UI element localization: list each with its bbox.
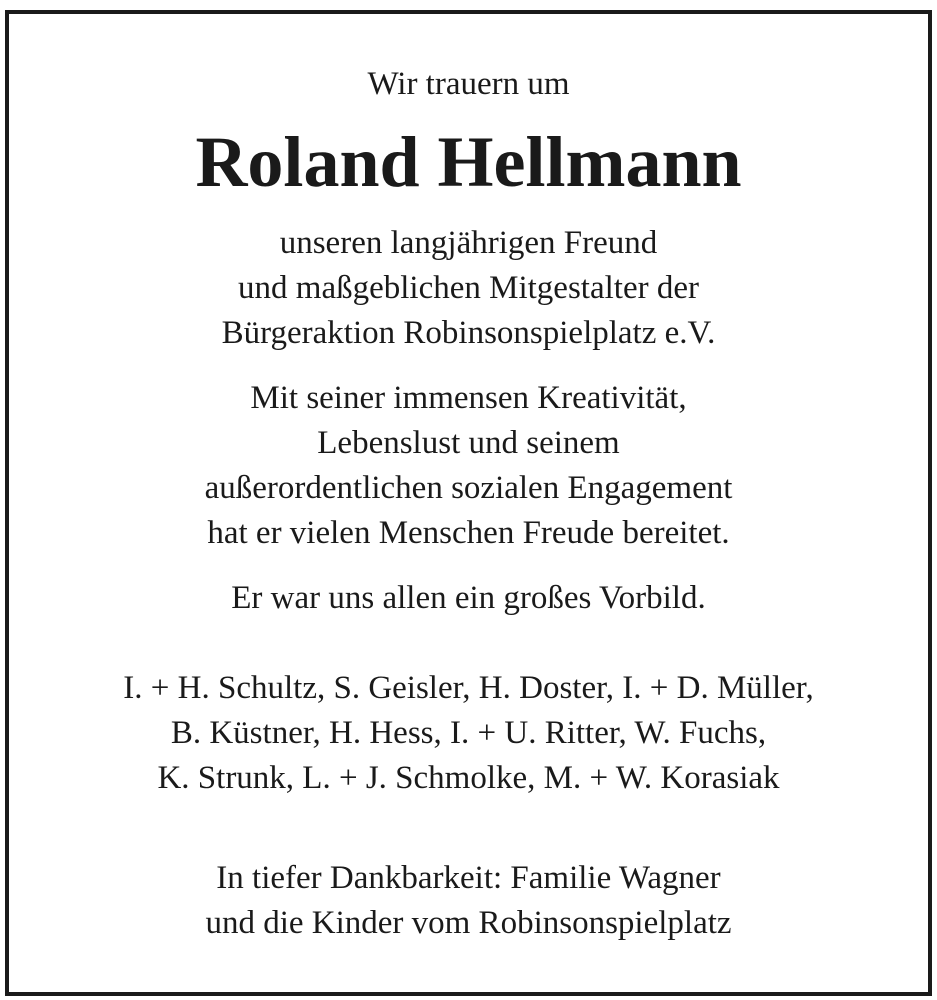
gratitude-line: und die Kinder vom Robinsonspielplatz xyxy=(205,905,732,941)
relation-line: unseren langjährigen Freund xyxy=(279,225,658,261)
deceased-name: Roland Hellmann xyxy=(195,122,742,202)
tribute-line: Mit seiner immensen Kreativität, xyxy=(250,380,687,416)
mourners-line: K. Strunk, L. + J. Schmolke, M. + W. Korasiak xyxy=(157,760,780,796)
relation-line: Bürgeraktion Robinsonspielplatz e.V. xyxy=(221,315,716,351)
gratitude-line: In tiefer Dankbarkeit: Familie Wagner xyxy=(216,860,721,896)
obituary-frame xyxy=(5,10,932,996)
tribute-line: Lebenslust und seinem xyxy=(317,425,620,461)
relation-line: und maßgeblichen Mitgestalter der xyxy=(238,270,699,306)
closing-text: Er war uns allen ein großes Vorbild. xyxy=(231,580,706,616)
mourners-line: B. Küstner, H. Hess, I. + U. Ritter, W. Fuchs, xyxy=(170,715,767,751)
intro-text: Wir trauern um xyxy=(367,66,570,102)
tribute-line: außerordentlichen sozialen Engagement xyxy=(204,470,733,506)
mourners-line: I. + H. Schultz, S. Geisler, H. Doster, I. + D. Müller, xyxy=(123,670,814,706)
tribute-line: hat er vielen Menschen Freude bereitet. xyxy=(207,515,730,551)
